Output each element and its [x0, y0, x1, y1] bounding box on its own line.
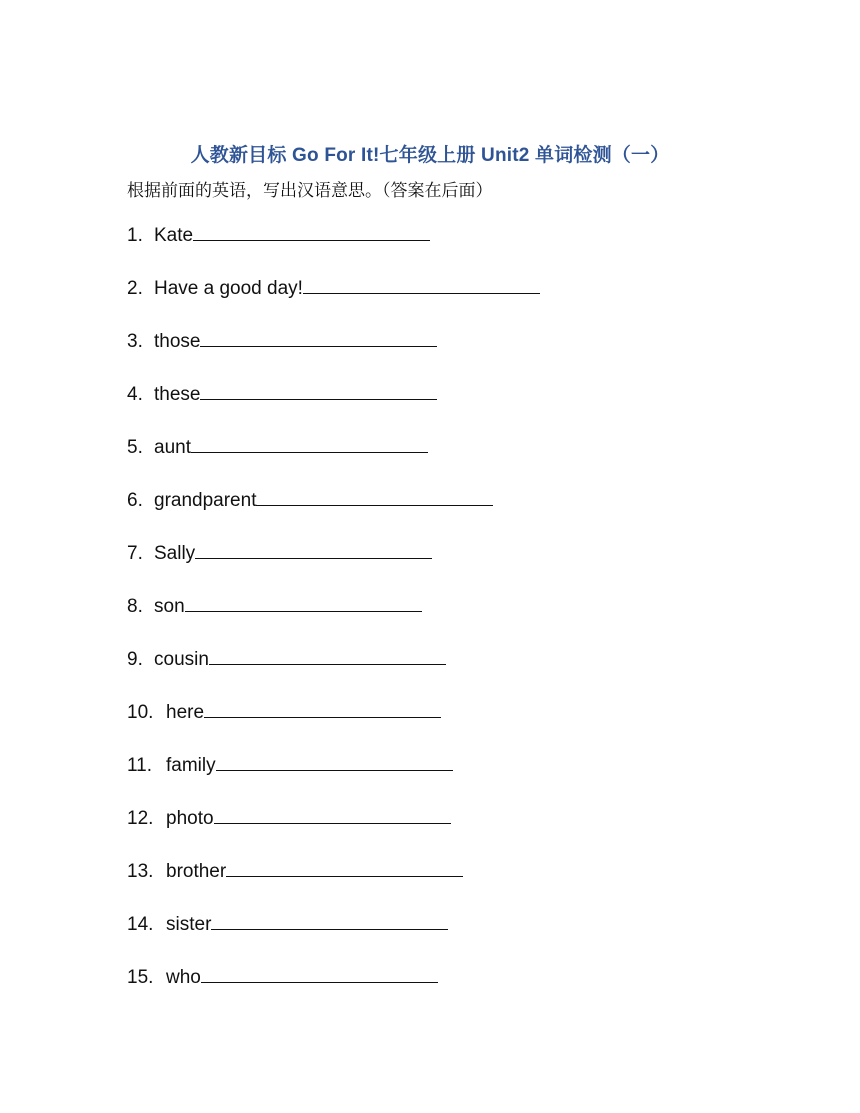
item-word: here — [166, 702, 205, 723]
item-number: 7. — [127, 543, 143, 564]
answer-blank[interactable] — [201, 964, 438, 983]
answer-blank[interactable] — [209, 646, 446, 665]
item-number: 1. — [127, 225, 143, 246]
list-item — [127, 752, 747, 805]
item-word: son — [154, 596, 185, 617]
list-item — [127, 381, 747, 434]
item-number: 10. — [127, 702, 154, 723]
item-word: Have a good day! — [154, 278, 303, 299]
list-item — [127, 222, 747, 275]
list-item — [127, 858, 747, 911]
list-item — [127, 699, 747, 752]
item-word: Sally — [154, 543, 196, 564]
answer-blank[interactable] — [216, 752, 453, 771]
answer-blank[interactable] — [193, 222, 430, 241]
list-item — [127, 275, 747, 328]
item-number: 4. — [127, 384, 143, 405]
answer-blank[interactable] — [185, 593, 422, 612]
item-word: cousin — [154, 649, 209, 670]
list-item — [127, 434, 747, 487]
answer-blank[interactable] — [214, 805, 451, 824]
answer-blank[interactable] — [226, 858, 463, 877]
item-number: 15. — [127, 967, 154, 988]
item-word: family — [166, 755, 216, 776]
answer-blank[interactable] — [256, 487, 493, 506]
answer-blank[interactable] — [204, 699, 441, 718]
vocabulary-list — [127, 222, 747, 1017]
item-word: grandparent — [154, 490, 257, 511]
item-word: photo — [166, 808, 214, 829]
item-word: these — [154, 384, 201, 405]
list-item — [127, 328, 747, 381]
list-item — [127, 646, 747, 699]
list-item — [127, 964, 747, 1017]
item-word: Kate — [154, 225, 194, 246]
list-item — [127, 805, 747, 858]
answer-blank[interactable] — [200, 328, 437, 347]
item-number: 3. — [127, 331, 143, 352]
list-item — [127, 593, 747, 646]
answer-blank[interactable] — [191, 434, 428, 453]
answer-blank[interactable] — [200, 381, 437, 400]
answer-blank[interactable] — [211, 911, 448, 930]
item-number: 8. — [127, 596, 143, 617]
list-item — [127, 487, 747, 540]
item-word: who — [166, 967, 201, 988]
item-number: 11. — [127, 755, 153, 776]
item-number: 5. — [127, 437, 143, 458]
item-word: sister — [166, 914, 212, 935]
item-number: 13. — [127, 861, 154, 882]
item-number: 6. — [127, 490, 143, 511]
answer-blank[interactable] — [195, 540, 432, 559]
item-number: 9. — [127, 649, 143, 670]
list-item — [127, 911, 747, 964]
list-item — [127, 540, 747, 593]
instruction-text: 根据前面的英语，写出汉语意思。（答案在后面） — [127, 181, 493, 201]
answer-blank[interactable] — [303, 275, 540, 294]
item-number: 12. — [127, 808, 154, 829]
item-word: aunt — [154, 437, 191, 458]
page-title: 人教新目标 Go For It!七年级上册 Unit2 单词检测（一） — [190, 145, 670, 166]
item-word: brother — [166, 861, 227, 882]
item-word: those — [154, 331, 201, 352]
item-number: 14. — [127, 914, 154, 935]
item-number: 2. — [127, 278, 143, 299]
